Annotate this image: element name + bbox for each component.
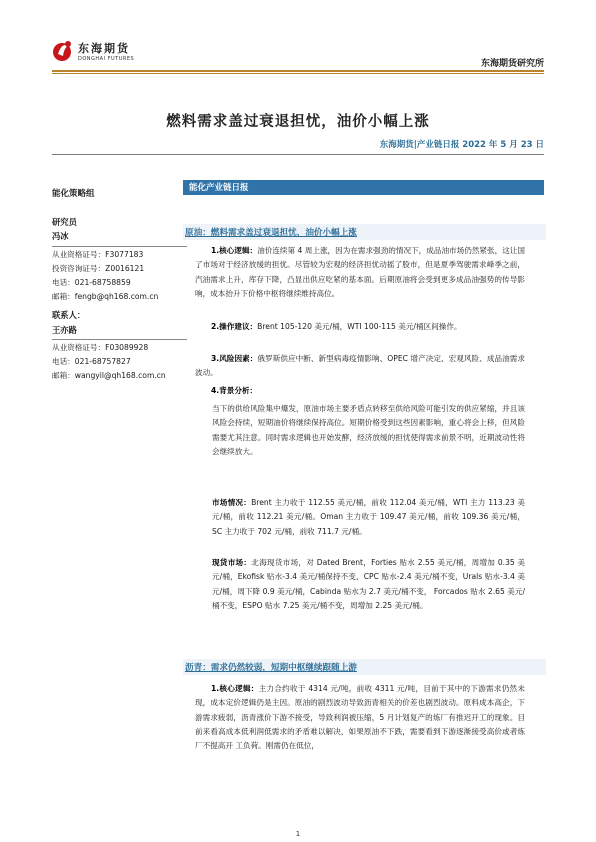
contact-cert: 从业资格证号：F03089928 xyxy=(52,342,149,352)
asphalt-logic-text: 主力合约收于 4314 元/吨，前收 4311 元/吨，目前于其中的下游需求仍然未现，成本定价逻辑仍是主因。原油的剧烈波动导致沥青相关的价差也剧烈波动。原料成本高企，下游需求疲弱，沥青涨价下游不接受，导致利润被压缩，5 月计划复产的炼厂有推迟开工的现象。目前来看高成本低利润低需求的矛盾难以解决，如果原油不下跌，需要看到下游逐渐接受高价或者炼厂不提高开 工负荷。刚需仍在低位， xyxy=(195,684,525,751)
contact-phone: 电话：021-68757827 xyxy=(52,357,131,367)
contact-email[interactable]: 邮箱：wangyil@qh168.com.cn xyxy=(52,371,166,381)
subtitle-divider xyxy=(52,154,544,155)
oil-background-label-row xyxy=(195,384,525,398)
page-number: 1 xyxy=(295,830,301,838)
spot-label: 现货市场： xyxy=(212,558,252,567)
logo-text-en: DONGHAI FUTURES xyxy=(78,56,135,62)
oil-operation xyxy=(195,320,525,334)
logo-mark-icon xyxy=(52,38,74,64)
researcher-invest-cert: 投资咨询证号：Z0016121 xyxy=(52,263,145,273)
oil-bg-label: 4.背景分析： xyxy=(211,386,258,395)
oil-op-label: 2.操作建议： xyxy=(211,322,258,331)
oil-risk xyxy=(195,352,525,381)
section-bar xyxy=(183,180,544,195)
asphalt-heading: 沥青：需求仍然较弱，短期中枢继续跟随上游 xyxy=(183,659,546,675)
logo-text-cn: 东海期货 xyxy=(78,42,130,55)
report-title: 燃料需求盖过衰退担忧，油价小幅上涨 xyxy=(166,114,430,130)
team-name: 能化策略组 xyxy=(52,189,95,199)
contact-label: 联系人： xyxy=(52,310,86,321)
oil-risk-label: 3.风险因素： xyxy=(211,354,258,363)
section-bar-title: 能化产业链日报 xyxy=(189,183,249,193)
header-divider-thin xyxy=(52,73,544,74)
oil-bg-text: 当下的供给风险集中爆发，原油市场主要矛盾点转移至供给风险可能引发的供应紧缩，并且该风险会持续，短期油价将继续保持高位。短期价格受到这些因素影响，重心将会上移，但风险需要尤其注意。同时需求逻辑也开始发酵，经济放缓的担忧使得需求前景不明，近期波动性将会继续放大。 xyxy=(212,404,525,456)
institute-label: 东海期货研究所 xyxy=(480,59,544,69)
asphalt-logic xyxy=(195,682,525,753)
company-logo xyxy=(52,36,162,70)
market-situation xyxy=(212,496,525,539)
contact-name: 王亦路 xyxy=(52,324,77,335)
market-text: Brent 主力收于 112.55 美元/桶，前收 112.04 美元/桶，WTI 主力 113.23 美元/桶，前收 112.21 美元/桶。Oman 主力收于 109.47 美元/桶，前收 109.36 美元/桶，SC 主力收于 702 元/桶，前收 711.7 元/桶。 xyxy=(212,498,525,536)
spot-market xyxy=(212,556,525,613)
asphalt-logic-label: 1.核心逻辑： xyxy=(211,684,259,693)
sidebar-divider xyxy=(52,339,187,340)
market-label: 市场情况： xyxy=(212,498,252,507)
spot-text: 北海现货市场，对 Dated Brent，Forties 贴水 2.55 美元/桶，周增加 0.35 美元/桶，Ekofisk 贴水-3.4 美元/桶保持不变，CPC 贴水-2.4 美元/桶不变，Urals 贴水-3.4 美元/桶，周下降 0.9 美元/桶，Cabinda 贴水为 2.7 美元/桶不变， Forcados 贴水 2.65 美元/桶不变，ESPO 贴水 7.25 美元/桶不变，周增加 2.25 美元/桶。 xyxy=(212,558,525,610)
oil-logic-label: 1.核心逻辑： xyxy=(211,246,258,255)
header-divider xyxy=(52,70,544,72)
researcher-phone: 电话：021-68758859 xyxy=(52,278,131,288)
oil-background xyxy=(212,402,525,459)
author-sidebar xyxy=(52,180,187,383)
researcher-email[interactable]: 邮箱：fengb@qh168.com.cn xyxy=(52,292,159,302)
oil-logic-text: 油价连续第 4 周上涨，因为在需求强劲的情况下，成品油市场仍然紧张，这让国了市场对于经济放缓的担忧。尽管较为宏观的经济担忧动摇了股市，但是夏季驾驶需求峰季之前，汽油需求上升，库存下降，凸显出供应吃紧的基本面。后期原油将会受到更多成品油强势的传导影响，成本抬升下价格中枢将继续维持高位。 xyxy=(195,246,525,298)
oil-op-text: Brent 105-120 美元/桶，WTI 100-115 美元/桶区间操作。 xyxy=(257,322,462,331)
oil-risk-text: 俄罗斯供应中断、新型病毒疫情影响、OPEC 增产决定、宏观风险、成品油需求波动。 xyxy=(195,354,525,378)
oil-heading: 原油：燃料需求盖过衰退担忧，油价小幅上涨 xyxy=(183,224,546,240)
oil-logic xyxy=(195,244,525,301)
report-subtitle: 东海期货|产业链日报 2022 年 5 月 23 日 xyxy=(379,140,544,150)
researcher-label: 研究员 xyxy=(52,217,77,228)
researcher-name: 冯冰 xyxy=(52,231,69,242)
sidebar-divider xyxy=(52,246,187,247)
researcher-cert: 从业资格证号：F3077183 xyxy=(52,249,144,259)
